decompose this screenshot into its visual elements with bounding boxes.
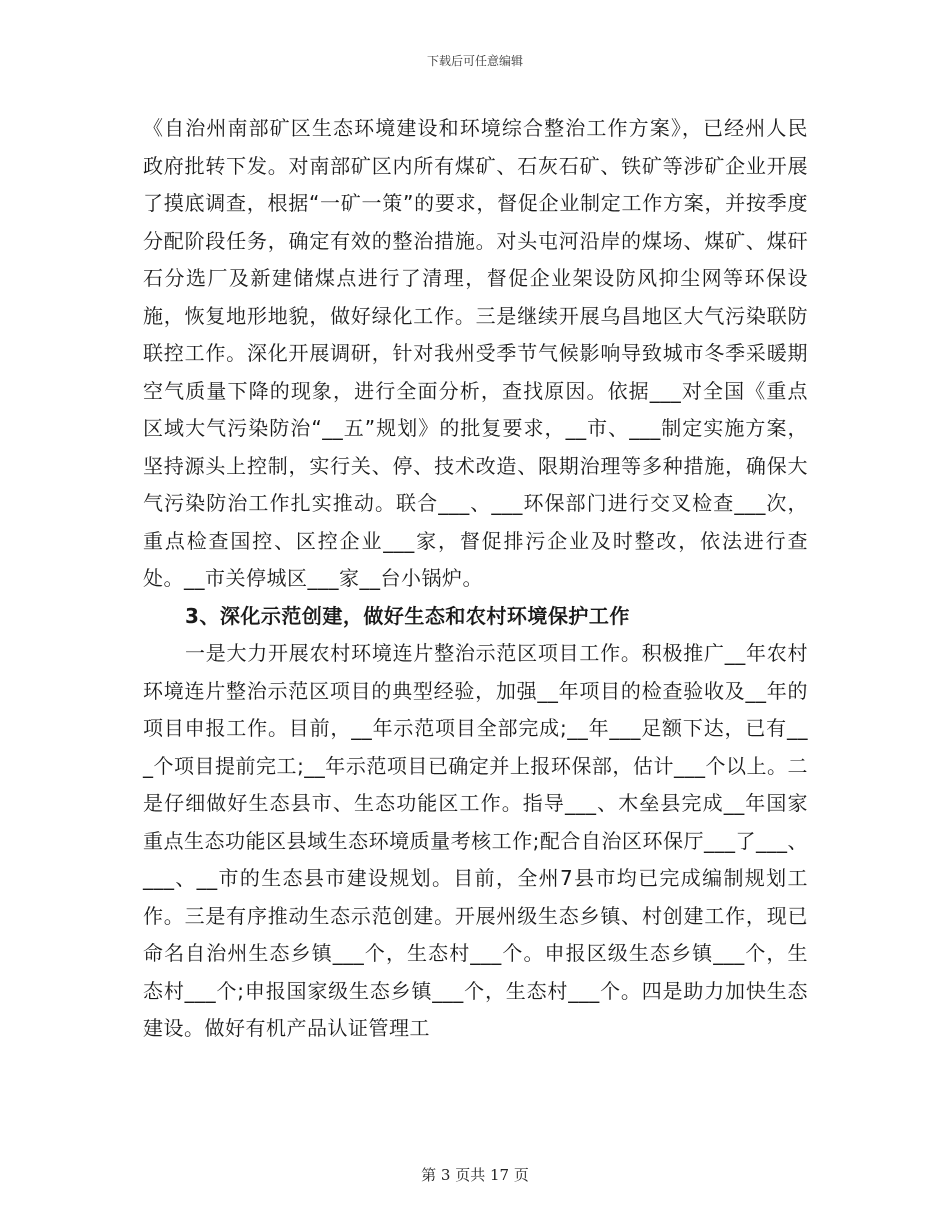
body-paragraph-1: 《自治州南部矿区生态环境建设和环境综合整治工作方案》，已经州人民政府批转下发。对南部矿区内所有煤矿、石灰石矿、铁矿等涉矿企业开展了摸底调查，根据“一矿一策”的要求，督促企业制定工作方案，并按季度分配阶段任务，确定有效的整治措施。对头屯河沿岸的煤场、煤矿、煤矸石分选厂及新建储煤点进行了清理，督促企业架设防风抑尘网等环保设施，恢复地形地貌，做好绿化工作。三是继续开展乌昌地区大气污染联防联控工作。深化开展调研，针对我州受季节气候影响导致城市冬季采暖期空气质量下降的现象，进行全面分析，查找原因。依据___对全国《重点区域大气污染防治“__五”规划》的批复要求，__市、___制定实施方案，坚持源头上控制，实行关、停、技术改造、限期治理等多种措施，确保大气污染防治工作扎实推动。联合___、___环保部门进行交叉检查___次，重点检查国控、区控企业___家，督促排污企业及时整改，依法进行查处。__市关停城区___家__台小锅炉。 [143,116,808,590]
body-paragraph-2: 一是大力开展农村环境连片整治示范区项目工作。积极推广__年农村环境连片整治示范区项目的典型经验，加强__年项目的检查验收及__年的项目申报工作。目前，__年示范项目全部完成;__年___足额下达，已有___个项目提前完工;__年示范项目已确定并上报环保部，估计___个以上。二是仔细做好生态县市、生态功能区工作。指导___、木垒县完成__年国家重点生态功能区县域生态环境质量考核工作;配合自治区环保厅___了___、___、__市的生态县市建设规划。目前，全州7县市均已完成编制规划工作。三是有序推动生态示范创建。开展州级生态乡镇、村创建工作，现已命名自治州生态乡镇___个，生态村___个。申报区级生态乡镇___个，生态村___个;申报国家级生态乡镇___个，生态村___个。四是助力加快生态建设。做好有机产品认证管理工 [143,641,808,1040]
document-body [143,110,808,1048]
section-heading: 3、深化示范创建，做好生态和农村环境保护工作 [185,603,630,628]
page-footer: 第 3 页共 17 页 [421,1166,529,1184]
page-header: 下载后可任意编辑 [426,54,523,68]
